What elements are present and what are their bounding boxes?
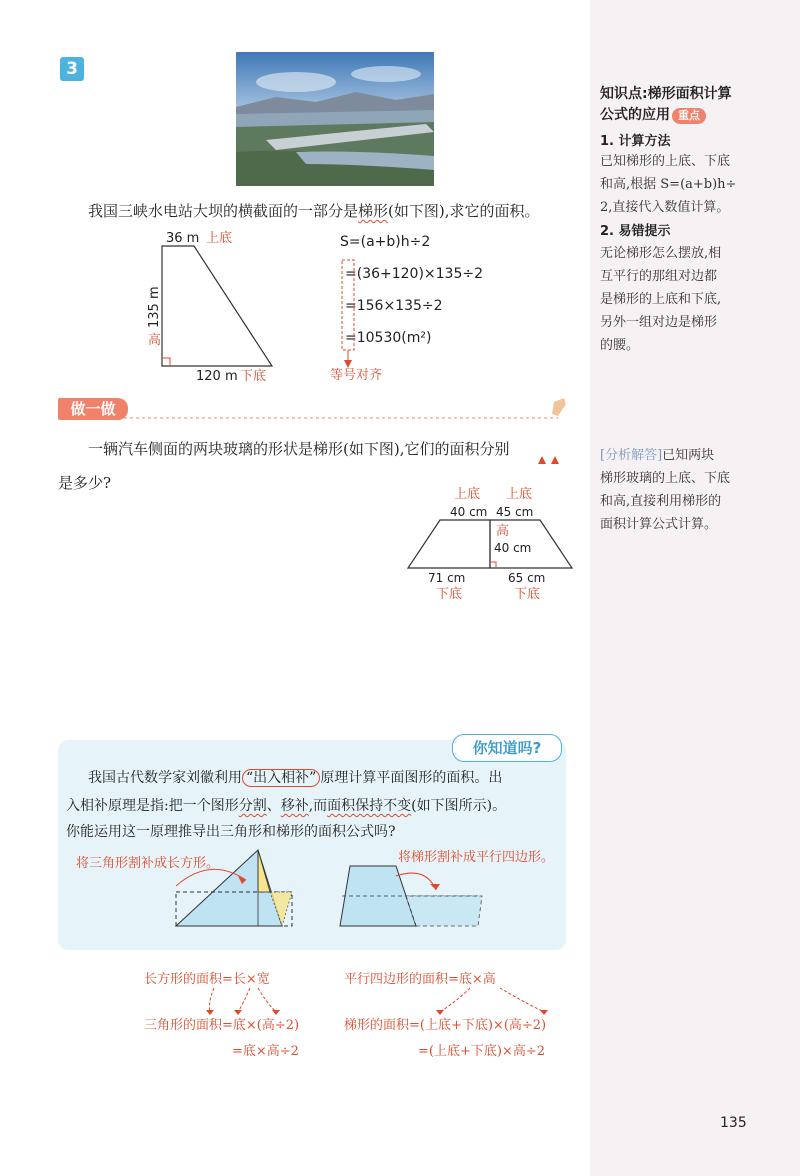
tip-line: 的腰。 — [600, 338, 640, 353]
height-value: 135 m — [147, 286, 162, 328]
tip-line: 互平行的那组对边都 — [600, 269, 718, 284]
formula-line: S=(a+b)h÷2 — [340, 234, 431, 250]
keyword-split: 分割 — [238, 798, 267, 814]
problem-text-pre: 我国三峡水电站大坝的横截面的一部分是 — [88, 202, 359, 220]
key-point-badge: 重点 — [672, 108, 706, 124]
bottom-label-right: 下底 — [514, 587, 541, 602]
parallelogram-area-formula: 平行四边形的面积=底×高 — [344, 972, 496, 987]
practice-text-line2: 是多少? — [58, 474, 112, 492]
method-heading: 1. 计算方法 — [600, 134, 671, 149]
formula-line: =156×135÷2 — [345, 298, 443, 314]
trapezoid-to-parallelogram-figure — [336, 862, 486, 932]
example-number-badge: 3 — [60, 57, 84, 81]
triangle-to-rectangle-figure — [170, 846, 300, 936]
analysis-text — [600, 444, 730, 536]
car-glass-diagram — [400, 484, 580, 604]
height-label: 高 — [496, 524, 510, 539]
know-line2-sep: 、 — [266, 798, 281, 814]
know-line1 — [88, 766, 502, 791]
top-label-left: 上底 — [454, 487, 481, 502]
right-angle-mark — [162, 358, 170, 366]
problem-text-post: (如下图),求它的面积。 — [388, 202, 540, 220]
triangle-area-formula: 三角形的面积=底×(高÷2) — [144, 1018, 300, 1033]
method-line: 和高,根据 S=(a+b)h÷ — [600, 177, 737, 192]
analysis-line: 已知两块 — [662, 448, 715, 463]
method-line: 已知梯形的上底、下底 — [600, 154, 731, 169]
practice-label: 做一做 — [58, 398, 128, 420]
height-value: 40 cm — [494, 541, 532, 555]
tip-line: 无论梯形怎么摆放,相 — [600, 246, 722, 261]
bottom-base-label: 下底 — [240, 369, 267, 384]
practice-header-bar — [58, 398, 570, 422]
principle-name: “出入相补” — [242, 769, 320, 787]
dam-trapezoid — [162, 246, 272, 366]
top-label-right: 上底 — [506, 487, 533, 502]
caption-right: 将梯形割补成平行四边形。 — [398, 850, 555, 865]
keyword-move: 移补 — [280, 798, 309, 814]
bottom-base-value: 120 m — [196, 369, 238, 384]
knowledge-title-line2: 公式的应用 — [600, 107, 670, 123]
trapezoid-area-simplified: =(上底+下底)×高÷2 — [418, 1044, 545, 1059]
analysis-tag: [分析解答] — [600, 448, 663, 463]
emphasis-marks — [536, 456, 562, 466]
top-base-value: 36 m — [166, 231, 200, 246]
bottom-label-left: 下底 — [436, 587, 463, 602]
bottom-value-left: 71 cm — [428, 571, 466, 585]
tip-heading: 2. 易错提示 — [600, 224, 671, 239]
triangle-area-simplified: =底×高÷2 — [232, 1044, 299, 1059]
tip-line: 是梯形的上底和下底, — [600, 292, 722, 307]
knowledge-point-title — [600, 84, 732, 126]
method-line: 2,直接代入数值计算。 — [600, 200, 730, 215]
bottom-value-right: 65 cm — [508, 571, 546, 585]
example-problem — [88, 200, 540, 222]
dam-photo — [236, 52, 434, 186]
caption-left: 将三角形割补成长方形。 — [76, 856, 220, 871]
keyword-area-unchanged: 面积保持不变 — [327, 798, 412, 814]
height-label: 高 — [148, 333, 162, 348]
formula-line: =(36+120)×135÷2 — [345, 266, 484, 282]
know-line1-pre: 我国古代数学家刘徽利用 — [88, 770, 242, 786]
know-line2-sep2: ,而 — [308, 798, 328, 814]
analysis-line: 面积计算公式计算。 — [600, 517, 718, 532]
know-line1-post: 原理计算平面图形的面积。出 — [320, 770, 503, 786]
know-line2 — [66, 794, 506, 819]
problem-keyword: 梯形 — [358, 202, 389, 220]
knowledge-title-line1: 知识点:梯形面积计算 — [600, 86, 732, 102]
rectangle-area-formula: 长方形的面积=长×宽 — [144, 972, 270, 987]
equals-align-marker — [340, 258, 360, 370]
top-value-left: 40 cm — [450, 505, 488, 519]
top-value-right: 45 cm — [496, 505, 534, 519]
know-line3: 你能运用这一原理推导出三角形和梯形的面积公式吗? — [66, 824, 396, 840]
trapezoid-area-formula: 梯形的面积=(上底+下底)×(高÷2) — [344, 1018, 547, 1033]
align-note: 等号对齐 — [330, 368, 383, 383]
know-line2-post: (如下图所示)。 — [411, 798, 507, 814]
glass-trapezoid-left — [408, 520, 490, 568]
top-base-label: 上底 — [206, 231, 233, 246]
page-number: 135 — [720, 1115, 747, 1131]
did-you-know-title: 你知道吗? — [452, 734, 562, 762]
derivation-arrows — [140, 984, 580, 1016]
right-angle-mark — [490, 562, 496, 568]
analysis-line: 梯形玻璃的上底、下底 — [600, 471, 731, 486]
formula-line: =10530(m²) — [345, 330, 432, 346]
tip-line: 另外一组对边是梯形 — [600, 315, 718, 330]
method-text — [600, 150, 736, 219]
practice-text-line1: 一辆汽车侧面的两块玻璃的形状是梯形(如下图),它们的面积分别 — [88, 440, 510, 458]
know-line2-pre: 入相补原理是指:把一个图形 — [66, 798, 239, 814]
analysis-line: 和高,直接利用梯形的 — [600, 494, 722, 509]
tip-text — [600, 242, 721, 357]
dam-trapezoid-diagram — [140, 228, 290, 388]
